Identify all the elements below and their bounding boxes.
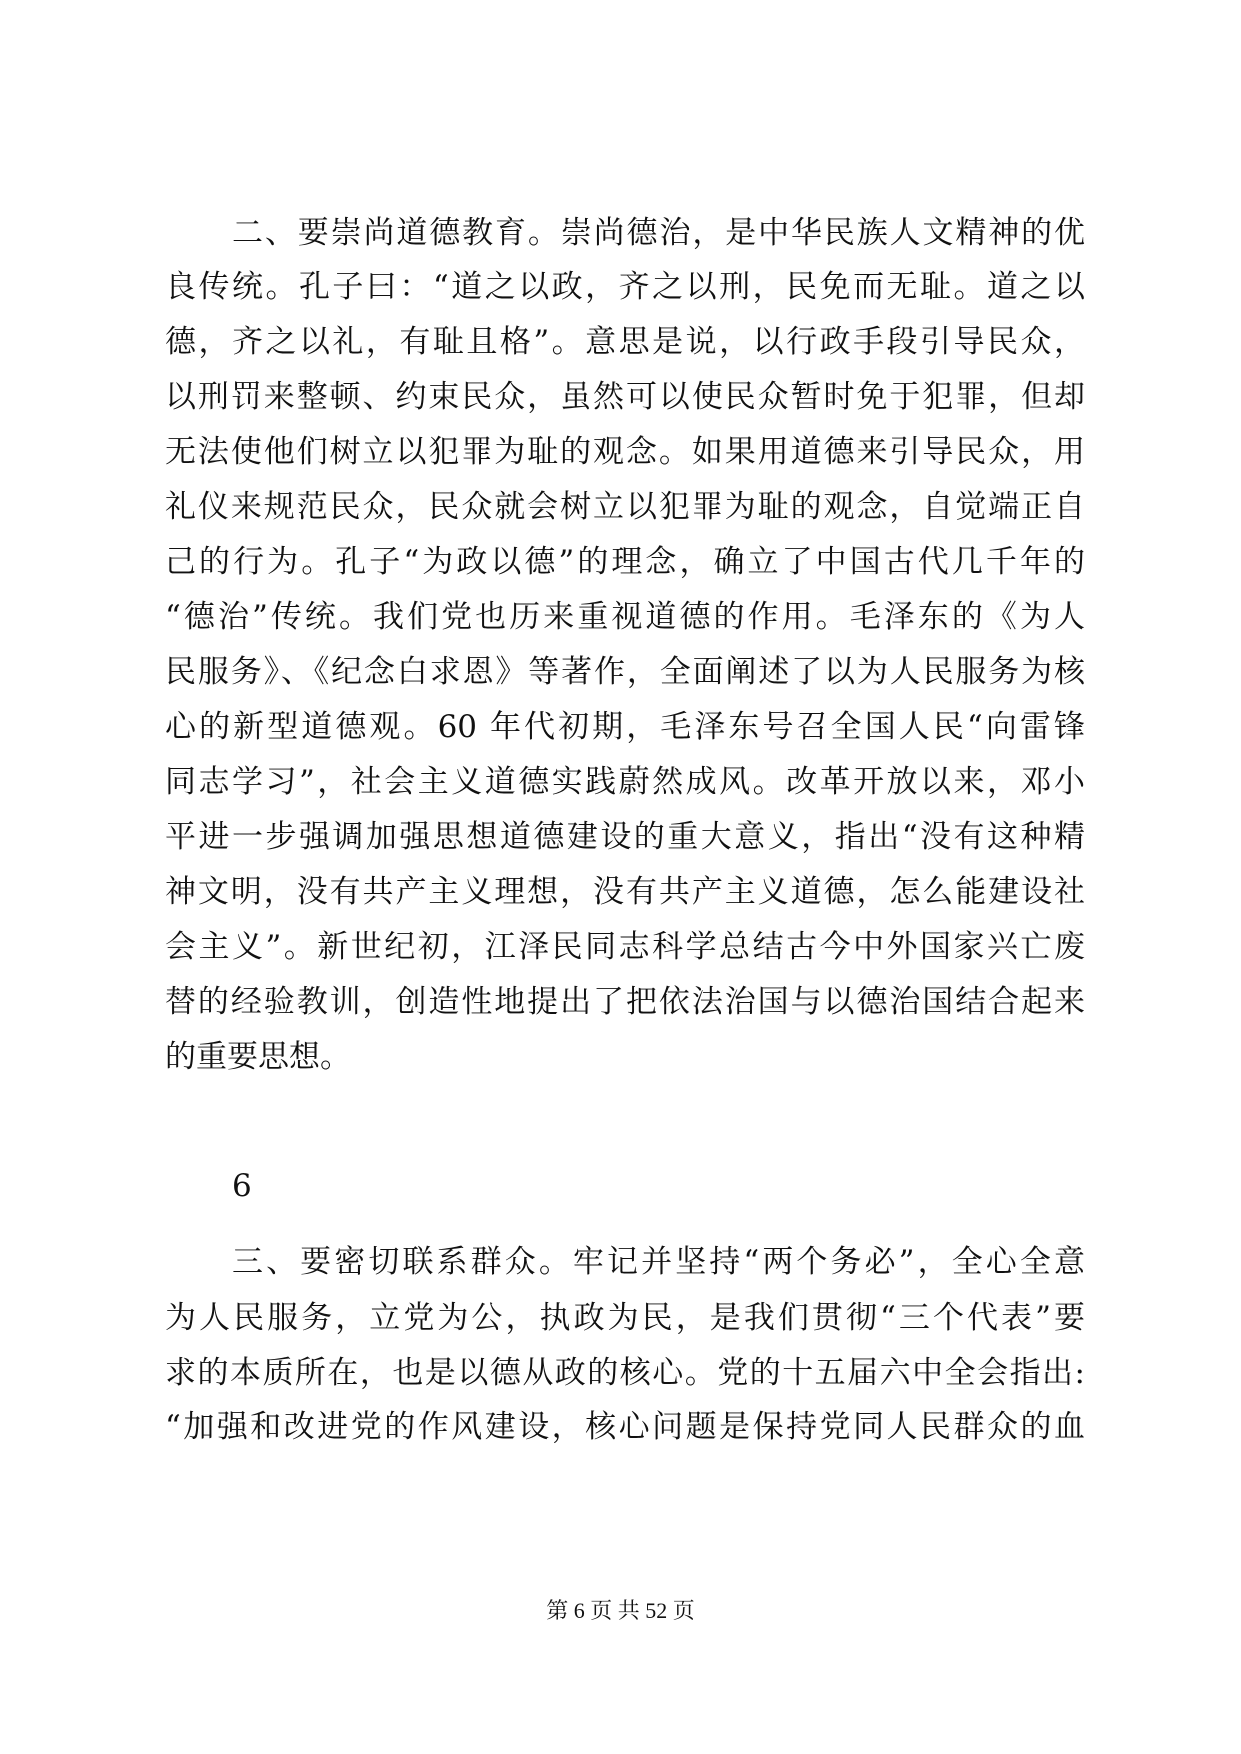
paragraph-line: 同志学习”，社会主义道德实践蔚然成风。改革开放以来，邓小 [165,764,1085,800]
paragraph-line: 礼仪来规范民众，民众就会树立以犯罪为耻的观念，自觉端正自 [165,489,1085,525]
paragraph-line: 以刑罚来整顿、约束民众，虽然可以使民众暂时免于犯罪，但却 [165,379,1085,415]
paragraph-line: 平进一步强调加强思想道德建设的重大意义，指出“没有这种精 [165,819,1085,855]
paragraph-line: “加强和改进党的作风建设，核心问题是保持党同人民群众的血 [165,1409,1085,1445]
paragraph-line: 无法使他们树立以犯罪为耻的观念。如果用道德来引导民众，用 [165,434,1085,470]
paragraph-line: 己的行为。孔子“为政以德”的理念，确立了中国古代几千年的 [165,544,1085,580]
paragraph-line: 心的新型道德观。60 年代初期，毛泽东号召全国人民“向雷锋 [165,709,1085,745]
inline-page-number: 6 [232,1168,252,1204]
paragraph-line: 会主义”。新世纪初，江泽民同志科学总结古今中外国家兴亡废 [165,929,1085,965]
paragraph-line: 良传统。孔子曰：“道之以政，齐之以刑，民免而无耻。道之以 [165,269,1085,305]
paragraph-line: 德，齐之以礼，有耻且格”。意思是说，以行政手段引导民众， [165,324,1085,360]
paragraph-line: 二、要崇尚道德教育。崇尚德治，是中华民族人文精神的优 [232,215,1085,251]
paragraph-line: 为人民服务，立党为公，执政为民，是我们贯彻“三个代表”要 [165,1300,1085,1336]
page-footer: 第 6 页 共 52 页 [546,1598,695,1623]
paragraph-line: 民服务》、《纪念白求恩》等著作，全面阐述了以为人民服务为核 [165,654,1085,690]
paragraph-line: 神文明，没有共产主义理想，没有共产主义道德，怎么能建设社 [165,874,1085,910]
paragraph-line: 三、要密切联系群众。牢记并坚持“两个务必”，全心全意 [232,1244,1085,1280]
paragraph-line: 求的本质所在，也是以德从政的核心。党的十五届六中全会指出: [165,1355,1085,1391]
paragraph-line: 替的经验教训，创造性地提出了把依法治国与以德治国结合起来 [165,984,1085,1020]
paragraph-line: 的重要思想。 [165,1039,351,1075]
paragraph-line: “德治”传统。我们党也历来重视道德的作用。毛泽东的《为人 [165,599,1085,635]
